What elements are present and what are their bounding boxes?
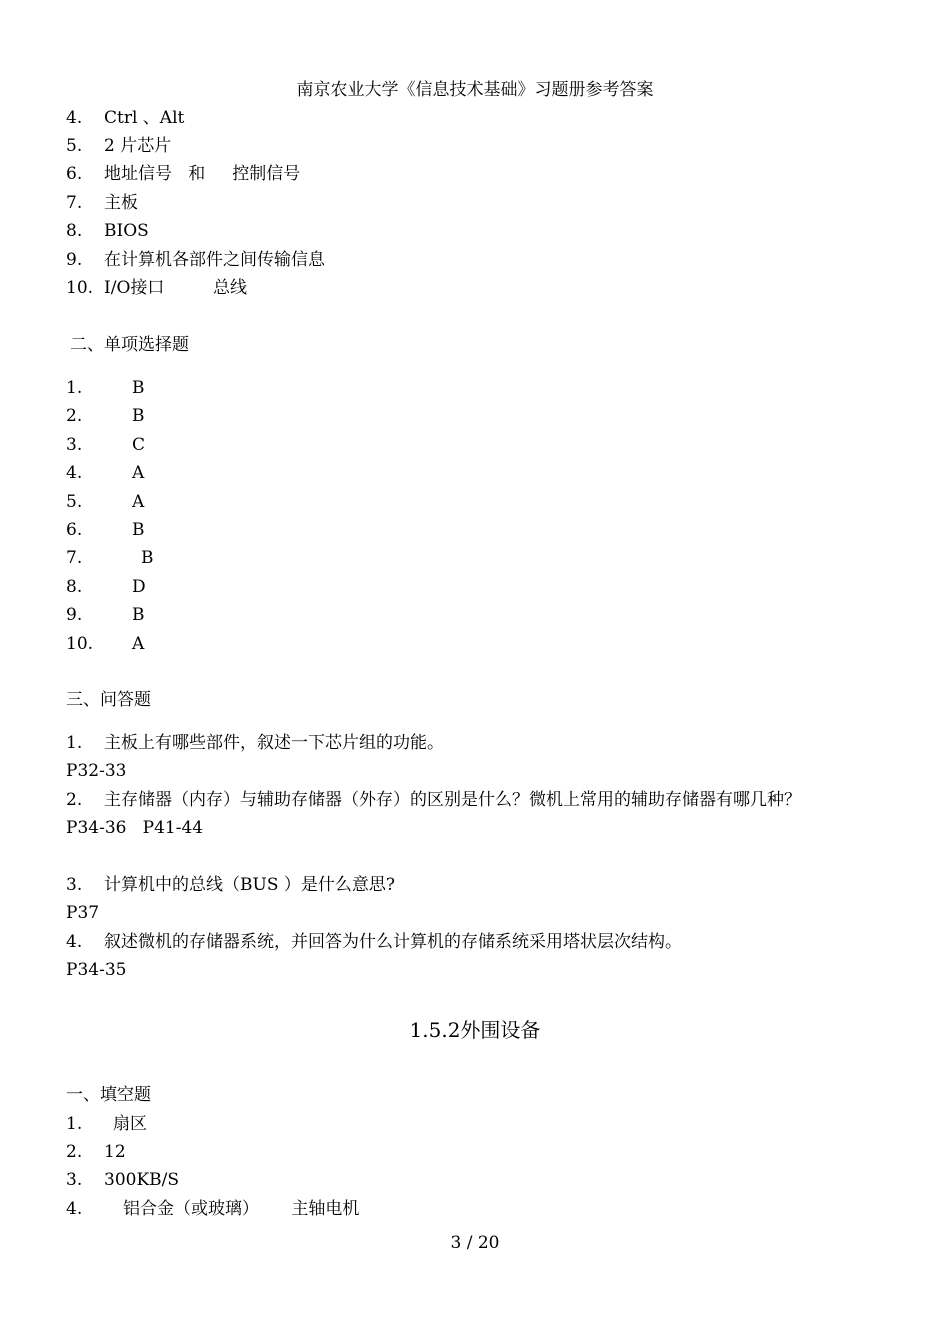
list-item-answer: I/O接口 总线 xyxy=(104,278,248,298)
page-header: 南京农业大学《信息技术基础》习题册参考答案 xyxy=(296,80,654,100)
list-item-number: 2. xyxy=(66,1142,83,1162)
list-item-answer: 主板 xyxy=(104,193,138,213)
question-number: 1. xyxy=(66,733,83,753)
list-item-number: 9. xyxy=(66,605,83,625)
list-item-number: 5. xyxy=(66,136,83,156)
page-number: 3 / 20 xyxy=(450,1233,500,1253)
list-item-number: 9. xyxy=(66,250,83,270)
list-item-number: 10. xyxy=(66,634,94,654)
question-text: 主板上有哪些部件，叙述一下芯片组的功能。 xyxy=(104,733,444,753)
list-item-answer: B xyxy=(132,605,145,625)
list-item-answer: B xyxy=(132,378,145,398)
list-item-number: 10. xyxy=(66,278,94,298)
question-text: 主存储器（内存）与辅助存储器（外存）的区别是什么？微机上常用的辅助存储器有哪几种？ xyxy=(104,790,801,810)
section-title: 二、单项选择题 xyxy=(70,335,189,355)
list-item-answer: 2 片芯片 xyxy=(104,136,172,156)
question-text: 计算机中的总线（BUS ）是什么意思? xyxy=(104,875,395,895)
question-number: 2. xyxy=(66,790,83,810)
list-item-number: 7. xyxy=(66,548,83,568)
list-item-answer: A xyxy=(132,634,145,654)
list-item-answer: 12 xyxy=(104,1142,126,1162)
question-number: 4. xyxy=(66,932,83,952)
question-number: 3. xyxy=(66,875,83,895)
list-item-answer: Ctrl 、Alt xyxy=(104,108,185,128)
list-item-number: 1. xyxy=(66,378,83,398)
page-reference: P32-33 xyxy=(66,761,127,781)
list-item-number: 2. xyxy=(66,406,83,426)
list-item-answer: 地址信号 和 控制信号 xyxy=(104,164,301,184)
list-item-number: 8. xyxy=(66,221,83,241)
page-reference: P34-36 P41-44 xyxy=(66,818,204,838)
page-reference: P37 xyxy=(66,903,100,923)
question-text: 叙述微机的存储器系统，并回答为什么计算机的存储系统采用塔状层次结构。 xyxy=(104,932,682,952)
list-item-answer: D xyxy=(132,577,146,597)
chapter-title: 1.5.2外围设备 xyxy=(409,1018,541,1042)
list-item-answer: 扇区 xyxy=(113,1114,147,1134)
list-item-number: 1. xyxy=(66,1114,83,1134)
list-item-number: 8. xyxy=(66,577,83,597)
section-title: 一、填空题 xyxy=(66,1085,151,1105)
list-item-answer: B xyxy=(132,520,145,540)
list-item-answer: BIOS xyxy=(104,221,149,241)
list-item-answer: C xyxy=(132,435,146,455)
section-title: 三、问答题 xyxy=(66,690,151,710)
list-item-answer: B xyxy=(132,406,145,426)
list-item-number: 6. xyxy=(66,164,83,184)
list-item-answer: 铝合金（或玻璃） 主轴电机 xyxy=(123,1199,360,1219)
list-item-number: 3. xyxy=(66,1170,83,1190)
list-item-number: 4. xyxy=(66,1199,83,1219)
list-item-number: 4. xyxy=(66,463,83,483)
list-item-number: 3. xyxy=(66,435,83,455)
list-item-answer: 在计算机各部件之间传输信息 xyxy=(104,250,325,270)
list-item-answer: B xyxy=(141,548,154,568)
list-item-number: 4. xyxy=(66,108,83,128)
list-item-number: 5. xyxy=(66,492,83,512)
list-item-answer: A xyxy=(132,492,145,512)
list-item-number: 7. xyxy=(66,193,83,213)
list-item-answer: A xyxy=(132,463,145,483)
list-item-answer: 300KB/S xyxy=(104,1170,180,1190)
list-item-number: 6. xyxy=(66,520,83,540)
page-reference: P34-35 xyxy=(66,960,127,980)
